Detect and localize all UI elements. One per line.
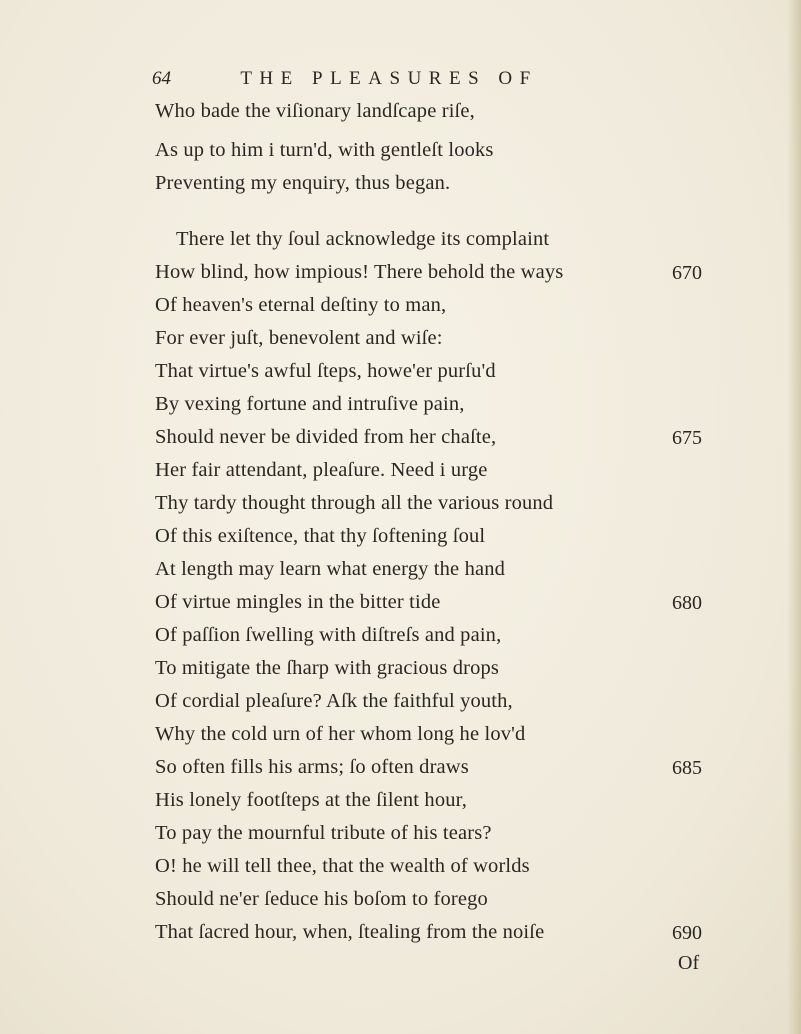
verse-line: Of virtue mingles in the bitter tide — [155, 591, 441, 613]
verse-line: Should ne'er ſeduce his boſom to forego — [155, 888, 488, 910]
verse-line: Preventing my enquiry, thus began. — [155, 172, 451, 194]
verse-line: Of heaven's eternal deſtiny to man, — [155, 294, 447, 316]
verse-line: Of cordial pleaſure? Aſk the faithful youth, — [155, 690, 513, 712]
running-title: THE PLEASURES OF — [240, 68, 538, 89]
catchword: Of — [678, 952, 700, 974]
verse-line: Should never be divided from her chaſte, — [155, 426, 497, 448]
verse-line: His lonely footſteps at the ſilent hour, — [155, 789, 468, 811]
line-number: 670 — [672, 262, 702, 284]
verse-line: O! he will tell thee, that the wealth of worlds — [155, 855, 530, 877]
page-edge-shadow — [787, 0, 801, 1034]
verse-line: So often fills his arms; ſo often draws — [155, 756, 469, 778]
line-number: 690 — [672, 922, 702, 944]
verse-line: That virtue's awful ſteps, howe'er purſu'd — [155, 360, 496, 382]
verse-line: Of this exiſtence, that thy ſoftening ſoul — [155, 525, 486, 547]
verse-line: Why the cold urn of her whom long he lov'd — [155, 723, 526, 745]
verse-line: At length may learn what energy the hand — [155, 558, 506, 580]
page-header — [152, 68, 612, 94]
verse-line: Of paſſion ſwelling with diſtreſs and pain, — [155, 624, 502, 646]
verse-line: To pay the mournful tribute of his tears? — [155, 822, 492, 844]
line-number: 680 — [672, 592, 702, 614]
verse-line: As up to him i turn'd, with gentleſt looks — [155, 139, 494, 161]
verse-line: There let thy ſoul acknowledge its complaint — [176, 228, 550, 250]
verse-line: For ever juſt, benevolent and wiſe: — [155, 327, 443, 349]
verse-line: That ſacred hour, when, ſtealing from the noiſe — [155, 921, 545, 943]
verse-line: To mitigate the ſharp with gracious drops — [155, 657, 500, 679]
verse-line: Her fair attendant, pleaſure. Need i urge — [155, 459, 488, 481]
page-number: 64 — [152, 68, 171, 89]
line-number: 685 — [672, 757, 702, 779]
verse-line: Who bade the viſionary landſcape riſe, — [155, 100, 475, 122]
verse-line: Thy tardy thought through all the various round — [155, 492, 554, 514]
line-number: 675 — [672, 427, 702, 449]
verse-line: How blind, how impious! There behold the ways — [155, 261, 564, 283]
verse-line: By vexing fortune and intruſive pain, — [155, 393, 465, 415]
